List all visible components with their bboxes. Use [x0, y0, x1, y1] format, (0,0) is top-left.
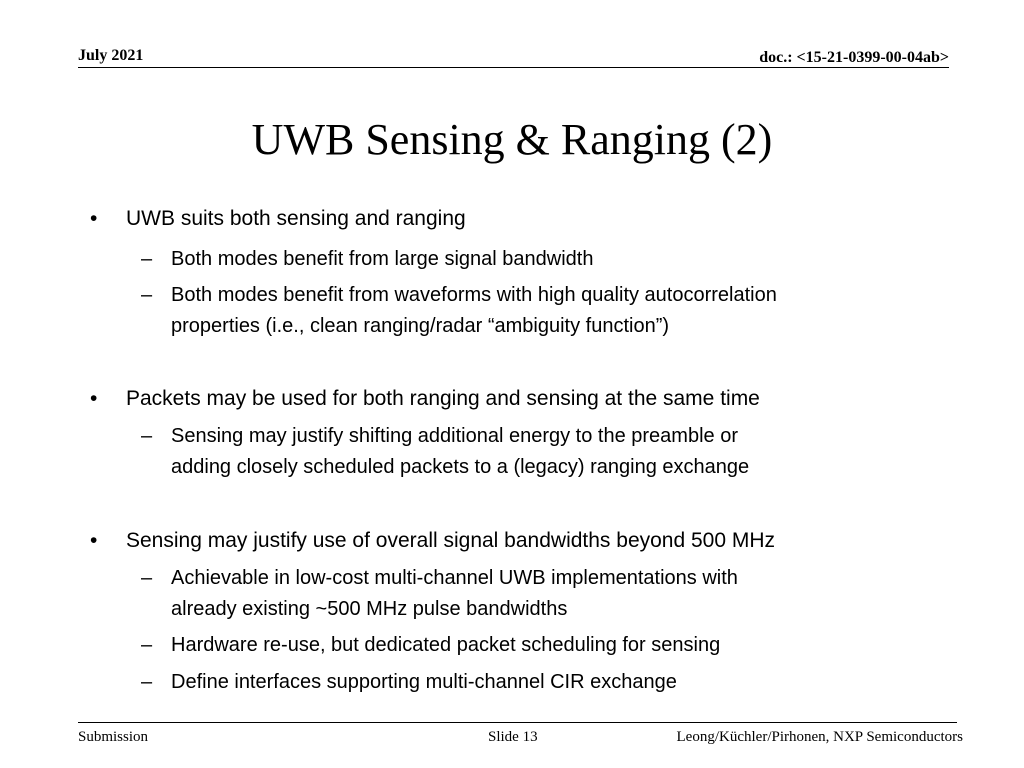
- slide-title: UWB Sensing & Ranging (2): [251, 115, 773, 164]
- sub-bullet-marker: –: [141, 634, 153, 656]
- sub-bullet-line: already existing ~500 MHz pulse bandwidths: [171, 598, 568, 620]
- sub-bullet-line: Both modes benefit from waveforms with high quality autocorrelation: [171, 284, 777, 306]
- sub-bullet-item: [141, 563, 971, 625]
- sub-bullet-marker: –: [141, 284, 153, 306]
- sub-bullet-line: Hardware re-use, but dedicated packet scheduling for sensing: [171, 634, 721, 656]
- header-divider: [78, 67, 949, 68]
- footer-divider: [78, 722, 957, 723]
- bullet-item: [90, 385, 966, 413]
- bullet-text: Sensing may justify use of overall signal bandwidths beyond 500 MHz: [126, 529, 776, 552]
- bullet-text: Packets may be used for both ranging and sensing at the same time: [126, 387, 760, 410]
- header-date: July 2021: [78, 47, 144, 64]
- sub-bullet-line: Achievable in low-cost multi-channel UWB implementations with: [171, 567, 738, 589]
- sub-bullet-line: properties (i.e., clean ranging/radar “ambiguity function”): [171, 315, 670, 337]
- sub-bullet-line: adding closely scheduled packets to a (legacy) ranging exchange: [171, 456, 750, 478]
- sub-bullet-item: [141, 421, 971, 483]
- sub-bullet-item: [141, 280, 971, 342]
- sub-bullet-item: [141, 630, 971, 661]
- footer-slide-number: Slide 13: [488, 729, 538, 745]
- sub-bullet-marker: –: [141, 248, 153, 270]
- sub-bullet-item: [141, 667, 971, 698]
- bullet-marker: •: [90, 387, 98, 410]
- sub-bullet-item: [141, 244, 971, 275]
- footer-submission: Submission: [78, 729, 149, 745]
- sub-bullet-line: Sensing may justify shifting additional energy to the preamble or: [171, 425, 738, 447]
- sub-bullet-line: Define interfaces supporting multi-channel CIR exchange: [171, 671, 677, 693]
- sub-bullet-marker: –: [141, 671, 153, 693]
- header-doc-id: doc.: <15-21-0399-00-04ab>: [759, 49, 949, 66]
- bullet-text: UWB suits both sensing and ranging: [126, 207, 466, 230]
- bullet-item: [90, 205, 966, 233]
- sub-bullet-marker: –: [141, 425, 153, 447]
- bullet-marker: •: [90, 207, 98, 230]
- sub-bullet-line: Both modes benefit from large signal bandwidth: [171, 248, 594, 270]
- bullet-marker: •: [90, 529, 98, 552]
- sub-bullet-marker: –: [141, 567, 153, 589]
- bullet-item: [90, 527, 966, 555]
- footer-authors: Leong/Küchler/Pirhonen, NXP Semiconductors: [676, 729, 963, 745]
